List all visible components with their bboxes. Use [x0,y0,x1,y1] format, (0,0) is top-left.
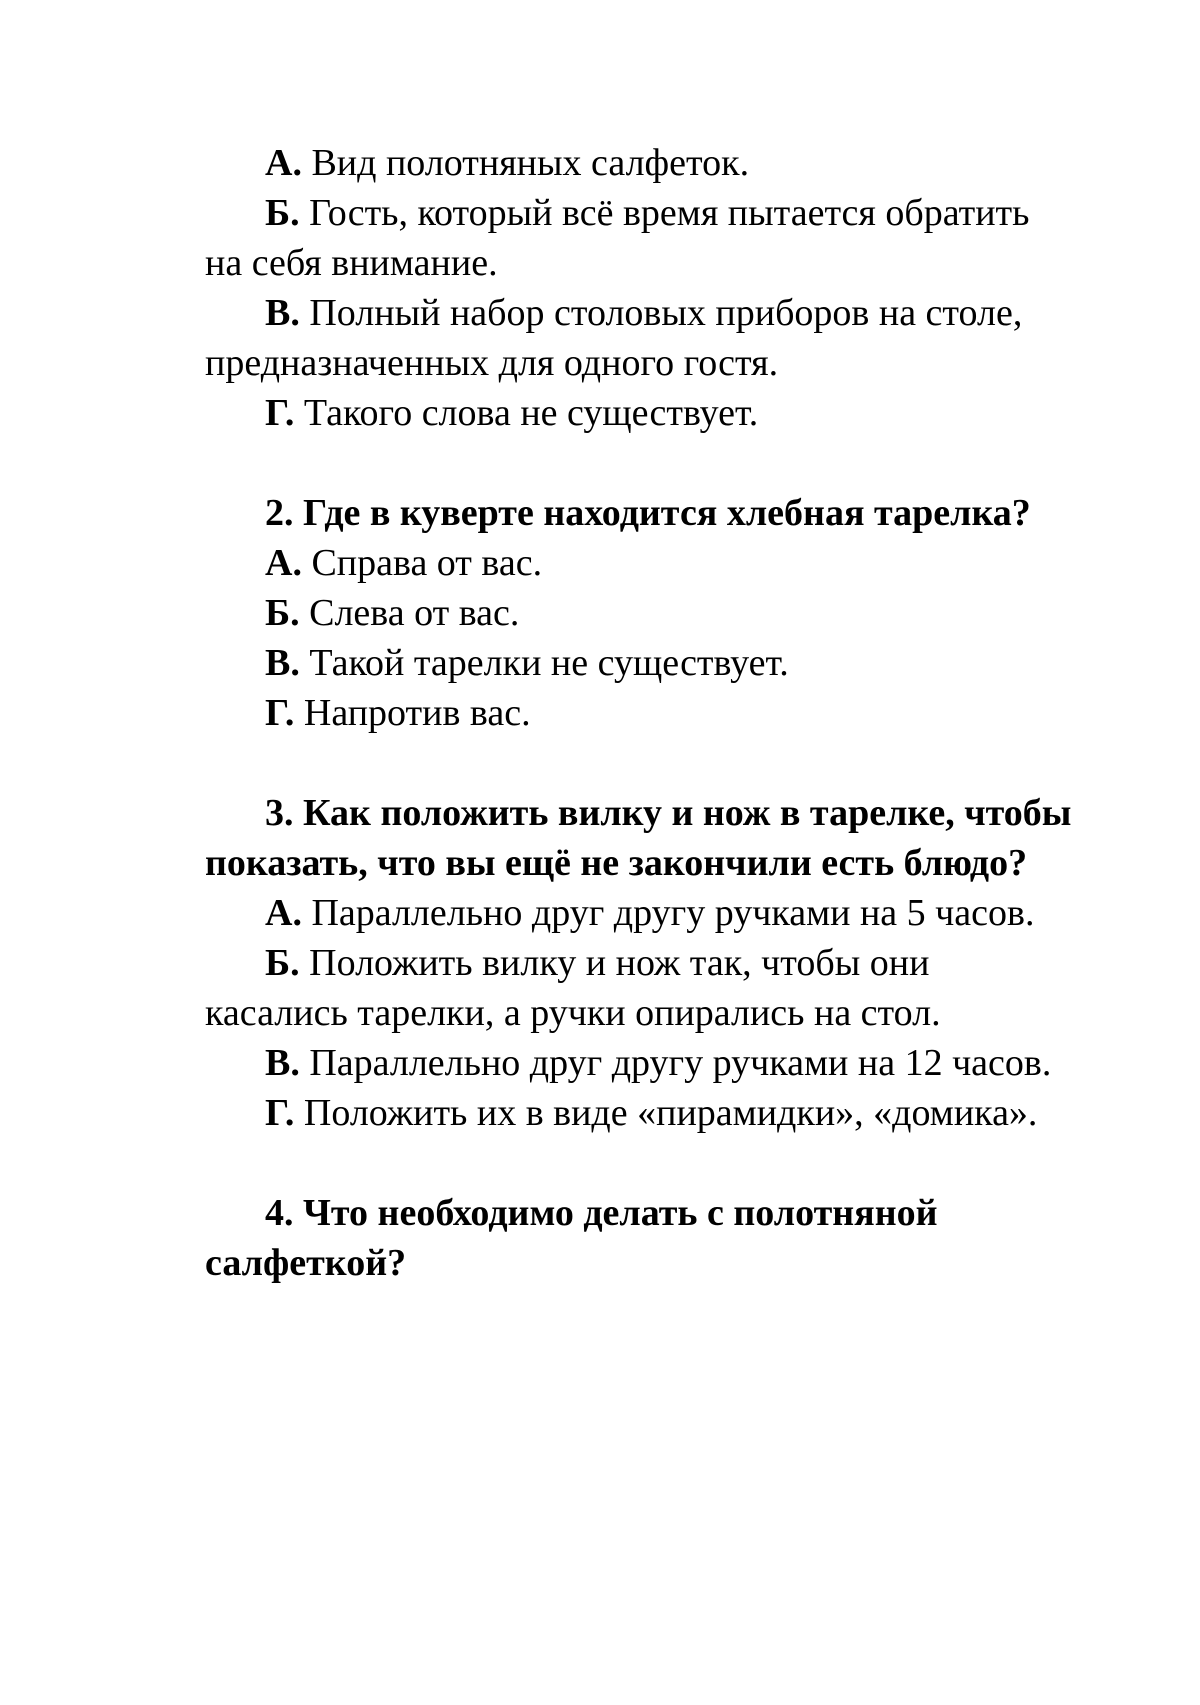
q2-option-c [205,638,1075,688]
q3-title: 3. Как положить вилку и нож в тарелке, чтобы показать, что вы ещё не закончили есть блюдо? [205,792,1072,884]
q3-option-c [205,1038,1075,1088]
option-letter: В. [265,292,300,334]
option-letter: В. [265,1042,300,1084]
option-text: Положить их в виде «пирамидки», «домика». [294,1092,1038,1134]
option-letter: Г. [265,692,295,734]
q1-option-b [205,188,1075,288]
option-letter: Б. [265,592,300,634]
q2-option-a [205,538,1075,588]
option-text: Слева от вас. [299,592,520,634]
spacer [205,438,1075,488]
q2-option-d [205,688,1075,738]
q2-option-b [205,588,1075,638]
option-letter: В. [265,642,300,684]
q3-option-b [205,938,1075,1038]
q1-option-a [205,138,1075,188]
spacer [205,738,1075,788]
option-text: Вид полотняных салфеток. [301,142,750,184]
option-letter: А. [265,542,302,584]
option-text: Справа от вас. [301,542,543,584]
option-text: Напротив вас. [294,692,531,734]
option-text: Гость, который всё время пытается обратить на себя внимание. [205,192,1030,284]
option-text: Такого слова не существует. [294,392,759,434]
q1-option-c [205,288,1075,388]
option-letter: А. [265,142,302,184]
option-letter: А. [265,892,302,934]
quiz-text [205,138,1075,1288]
q2-title: 2. Где в куверте находится хлебная тарелка? [265,492,1031,534]
q3-option-d [205,1088,1075,1138]
q3-option-a [205,888,1075,938]
option-text: Параллельно друг другу ручками на 12 часов. [299,1042,1052,1084]
q1-option-d [205,388,1075,438]
spacer [205,1138,1075,1188]
option-text: Такой тарелки не существует. [299,642,789,684]
option-text: Полный набор столовых приборов на столе, предназначенных для одного гостя. [205,292,1023,384]
option-letter: Б. [265,942,300,984]
option-text: Параллельно друг другу ручками на 5 часов. [301,892,1035,934]
option-letter: Г. [265,392,295,434]
option-letter: Б. [265,192,300,234]
option-letter: Г. [265,1092,295,1134]
option-text: Положить вилку и нож так, чтобы они касались тарелки, а ручки опирались на стол. [205,942,941,1034]
q4-title: 4. Что необходимо делать с полотняной салфеткой? [205,1192,938,1284]
